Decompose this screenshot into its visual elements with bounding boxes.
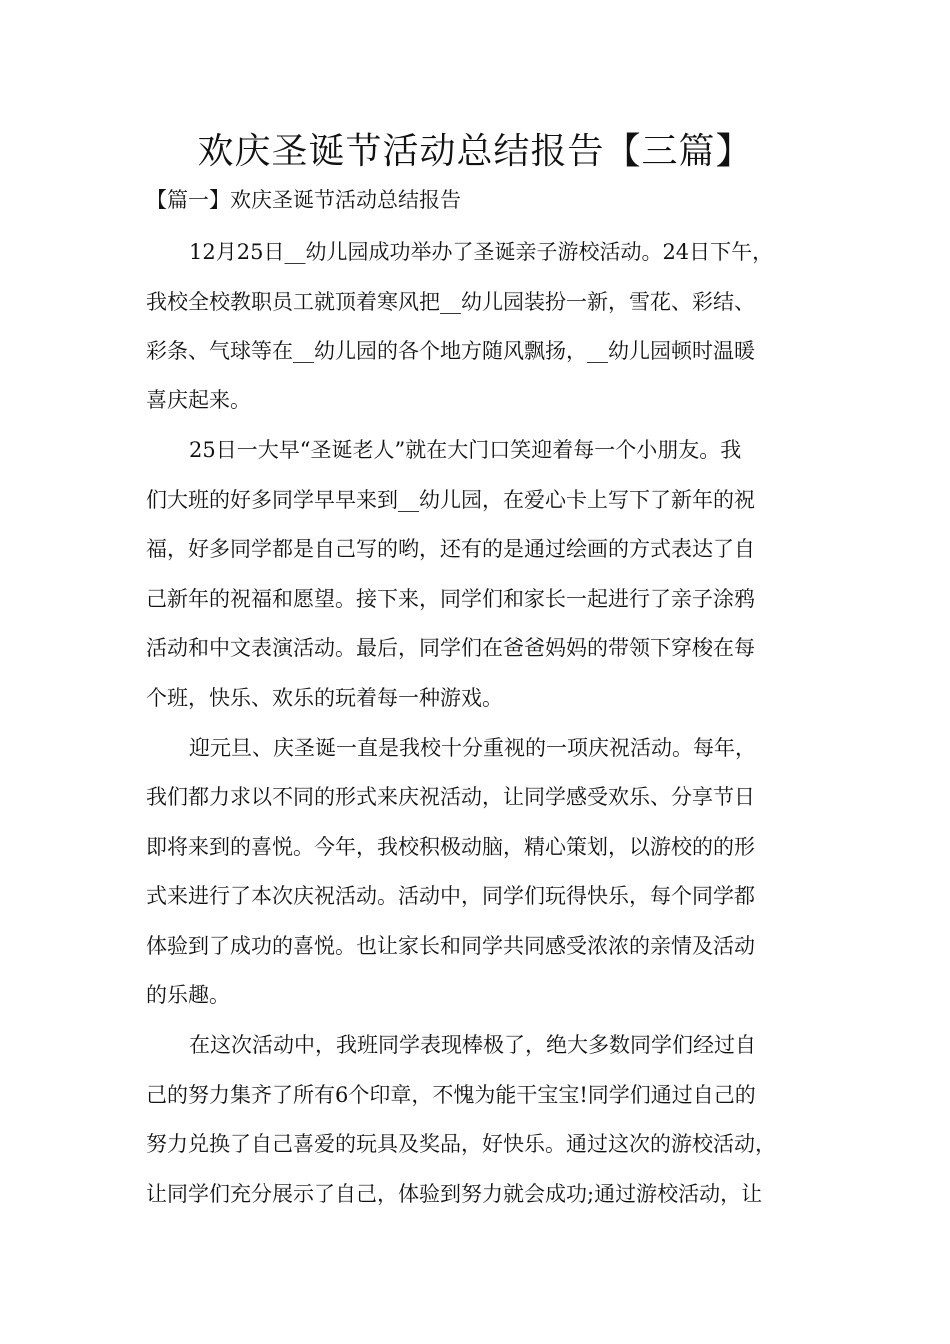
text-line: 彩条、气球等在__幼儿园的各个地方随风飘扬，__幼儿园顿时温暖 [146,339,755,363]
text-line: 即将来到的喜悦。今年，我校积极动脑，精心策划，以游校的的形 [146,835,755,859]
text-line: 喜庆起来。 [146,388,251,412]
text-line: 己新年的祝福和愿望。接下来，同学们和家长一起进行了亲子涂鸦 [146,587,755,611]
text-line: 12月25日__幼儿园成功举办了圣诞亲子游校活动。24日下午， [189,240,774,264]
text-line: 己的努力集齐了所有6个印章，不愧为能干宝宝!同学们通过自己的 [146,1083,756,1107]
text-line: 让同学们充分展示了自己，体验到努力就会成功;通过游校活动，让 [146,1182,763,1206]
text-line: 我校全校教职员工就顶着寒风把__幼儿园装扮一新，雪花、彩结、 [146,290,755,314]
text-line: 努力兑换了自己喜爱的玩具及奖品，好快乐。通过这次的游校活动， [146,1132,776,1156]
document-title: 欢庆圣诞节活动总结报告【三篇】 [197,131,753,172]
text-line: 个班，快乐、欢乐的玩着每一种游戏。 [146,686,503,710]
text-line: 我们都力求以不同的形式来庆祝活动，让同学感受欢乐、分享节日 [146,785,755,809]
text-line: 式来进行了本次庆祝活动。活动中，同学们玩得快乐，每个同学都 [146,884,755,908]
text-line: 福，好多同学都是自己写的哟，还有的是通过绘画的方式表达了自 [146,537,755,561]
text-line: 活动和中文表演活动。最后，同学们在爸爸妈妈的带领下穿梭在每 [146,636,755,660]
text-line: 25日一大早“圣诞老人”就在大门口笑迎着每一个小朋友。我 [189,438,742,462]
text-line: 在这次活动中，我班同学表现棒极了，绝大多数同学们经过自 [189,1033,756,1057]
text-line: 迎元旦、庆圣诞一直是我校十分重视的一项庆祝活动。每年， [189,736,756,760]
section-heading: 【篇一】欢庆圣诞节活动总结报告 [146,188,461,212]
text-line: 体验到了成功的喜悦。也让家长和同学共同感受浓浓的亲情及活动 [146,934,755,958]
text-line: 的乐趣。 [146,983,230,1007]
text-line: 们大班的好多同学早早来到__幼儿园，在爱心卡上写下了新年的祝 [146,488,755,512]
